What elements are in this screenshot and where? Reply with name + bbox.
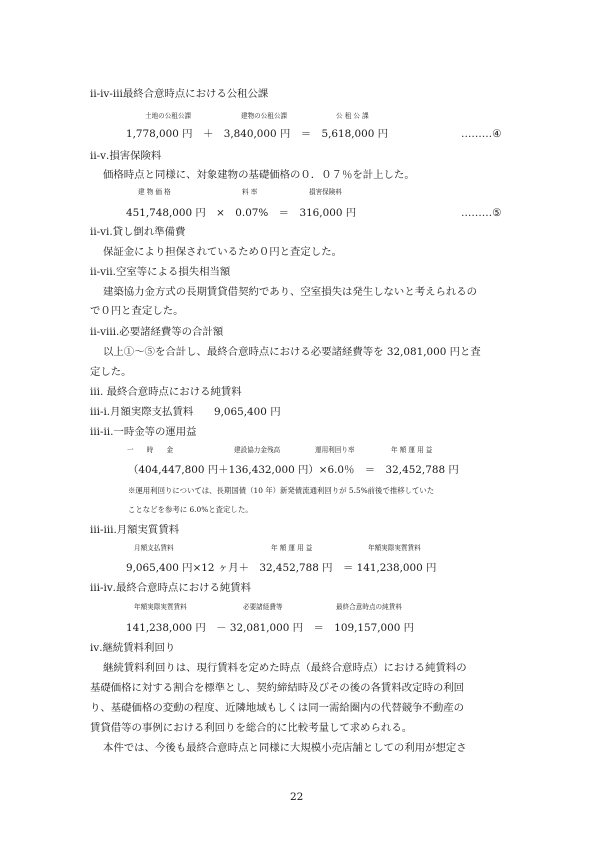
section-heading-net-rent: ⅲ. 最終合意時点における純賃料 xyxy=(90,386,242,398)
marker-4: ………④ xyxy=(461,128,502,140)
section-heading-continuing-yield: ⅳ.継続賃料利回り xyxy=(90,642,176,654)
label-yield-rate: 運用利回り率 xyxy=(315,446,355,454)
label-lump-sum: 一 時 金 xyxy=(127,446,174,454)
page-number: 22 xyxy=(290,791,304,803)
paragraph-yield-line1: 継続賃料利回りは、現行賃料を定めた時点（最終合意時点）における純賃料の xyxy=(103,662,467,674)
section-heading-tax: ⅱ-ⅳ-ⅲ最終合意時点における公租公課 xyxy=(90,88,269,100)
label-rate: 料 率 xyxy=(242,188,258,196)
monthly-actual-rent: ⅲ-ⅰ.月額実際支払賃料 9,065,400 円 xyxy=(90,406,281,418)
marker-5: ………⑤ xyxy=(461,207,502,219)
label-annual-effective-2: 年額実際実質賃料 xyxy=(134,603,187,611)
label-final-net: 最終合意時点の純賃料 xyxy=(336,603,402,611)
section-heading-lump-sum: ⅲ-ⅱ.一時金等の運用益 xyxy=(90,426,197,438)
paragraph-yield-line2: 基礎価格に対する割合を標準とし、契約締結時及びその後の各賃料改定時の利回 xyxy=(90,682,465,694)
paragraph-vacancy-line2: で０円と査定した。 xyxy=(90,305,184,317)
label-total-tax: 公 租 公 課 xyxy=(336,112,369,120)
paragraph-expense-line1: 以上①～⑤を合計し、最終合意時点における必要諸経費等を 32,081,000 円と査 xyxy=(103,346,481,358)
section-heading-final-net: ⅲ-ⅳ.最終合意時点における純賃料 xyxy=(90,582,252,594)
paragraph-vacancy-line1: 建築協力金方式の長期賃貸借契約であり、空室損失は発生しないと考えられるの xyxy=(103,286,478,298)
formula-tax: 1,778,000 円 ＋ 3,840,000 円 ＝ 5,618,000 円 xyxy=(126,128,389,140)
label-building-price: 建 物 価 格 xyxy=(138,188,171,196)
section-heading-expense-total: ⅱ-ⅷ.必要諸経費等の合計額 xyxy=(90,326,224,338)
formula-insurance: 451,748,000 円 × 0.07% ＝ 316,000 円 xyxy=(126,207,357,219)
label-land-tax: 土地の公租公課 xyxy=(145,112,192,120)
section-heading-bad-debt: ⅱ-ⅵ.貸し倒れ準備費 xyxy=(90,226,186,238)
section-heading-monthly-effective: ⅲ-ⅲ.月額実質賃料 xyxy=(90,524,180,536)
formula-lump-sum: （404,447,800 円＋136,432,000 円）×6.0％ ＝ 32,452,788 円 xyxy=(128,464,459,476)
label-annual-effective: 年額実際実質賃料 xyxy=(368,544,421,552)
paragraph-yield-line3: り、基礎価格の変動の程度、近隣地域もしくは同一需給圏内の代替競争不動産の xyxy=(90,702,465,714)
formula-final-net: 141,238,000 円 － 32,081,000 円 ＝ 109,157,000 円 xyxy=(126,622,415,634)
note-yield-line1: ※運用利回りについては、長期国債（10 年）新発債流通利回りが 5.5%前後で推移していた xyxy=(128,486,435,495)
paragraph-bad-debt: 保証金により担保されているため０円と査定した。 xyxy=(103,246,342,258)
label-monthly-paid: 月額支払賃料 xyxy=(134,544,174,552)
label-annual-yield: 年 額 運 用 益 xyxy=(391,446,433,454)
label-construction-balance: 建設協力金残高 xyxy=(234,446,281,454)
label-expenses: 必要諸経費等 xyxy=(243,603,283,611)
label-insurance-fee: 損害保険料 xyxy=(309,188,342,196)
note-yield-line2: ことなどを参考に 6.0%と査定した。 xyxy=(128,505,253,514)
section-heading-vacancy: ⅱ-ⅶ.空室等による損失相当額 xyxy=(90,266,231,278)
formula-monthly-effective: 9,065,400 円×12 ヶ月＋ 32,452,788 円 ＝ 141,238,000 円 xyxy=(126,562,437,574)
section-heading-insurance: ⅱ-ⅴ.損害保険料 xyxy=(90,150,162,162)
label-annual-yield-2: 年 額 運 用 益 xyxy=(271,544,313,552)
label-building-tax: 建物の公租公課 xyxy=(241,112,288,120)
paragraph-insurance: 価格時点と同様に、対象建物の基礎価格の０．０７％を計上した。 xyxy=(103,169,415,181)
paragraph-expense-line2: 定した。 xyxy=(90,366,132,378)
paragraph-yield-line4: 賃貸借等の事例における利回りを総合的に比較考量して求められる。 xyxy=(90,722,413,734)
paragraph-yield-line5: 本件では、今後も最終合意時点と同様に大規模小売店舗としての利用が想定さ xyxy=(103,742,467,754)
